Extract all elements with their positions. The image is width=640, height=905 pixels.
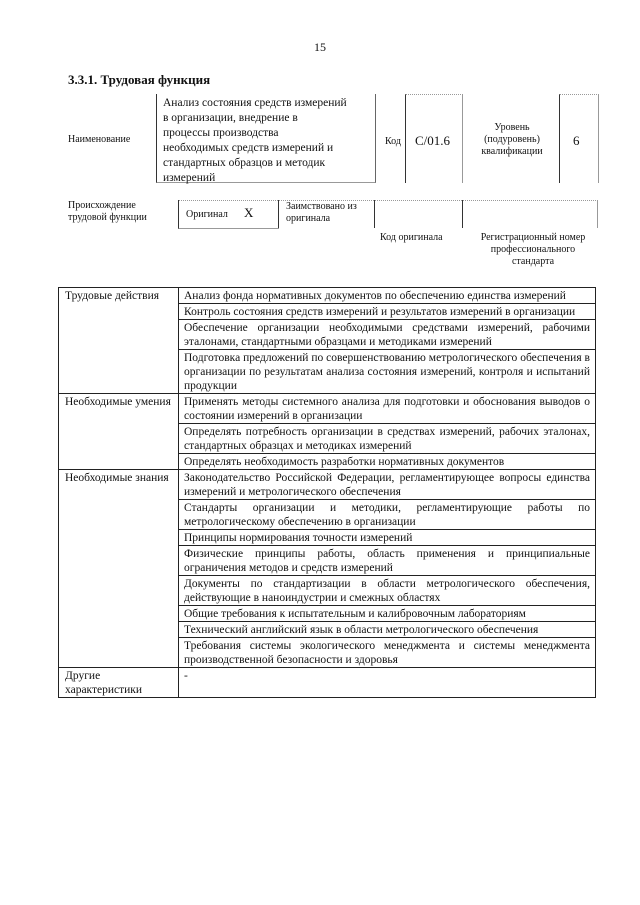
code-value: C/01.6 <box>415 133 451 148</box>
section-item: Законодательство Российской Федерации, регламентирующее вопросы единства измерений и метрологического обеспечения <box>179 470 596 500</box>
section-title: Необходимые знания <box>59 470 179 668</box>
page-number: 15 <box>314 40 326 54</box>
section-item: Требования системы экологического менеджмента и системы менеджмента производственной безопасности и здоровья <box>179 638 596 668</box>
function-name-line: в организации, внедрение в <box>163 112 298 124</box>
level-label: Уровень (подуровень) квалификации <box>481 122 543 157</box>
section-title: Необходимые умения <box>59 394 179 470</box>
table-row <box>59 394 596 424</box>
function-details-table <box>58 287 596 698</box>
section-title: Трудовые действия <box>59 288 179 394</box>
function-name-line: необходимых средств измерений и <box>163 142 334 154</box>
table-row <box>59 470 596 500</box>
origin-label: Происхождение трудовой функции <box>68 200 147 223</box>
function-name-line: стандартных образцов и методик <box>163 157 326 169</box>
section-item: Принципы нормирования точности измерений <box>179 530 596 546</box>
function-name-box <box>156 94 376 183</box>
original-label: Оригинал <box>186 209 228 220</box>
section-item: Применять методы системного анализа для подготовки и обоснования выводов о состоянии измерений в организации <box>179 394 596 424</box>
reg-number-label: Регистрационный номер профессионального стандарта <box>480 232 586 267</box>
name-label: Наименование <box>68 134 131 145</box>
section-item: Анализ фонда нормативных документов по обеспечению единства измерений <box>179 288 596 304</box>
section-item: Технический английский язык в области метрологического обеспечения <box>179 622 596 638</box>
code-label: Код <box>385 136 401 147</box>
code-original-cell <box>374 200 463 228</box>
original-mark: X <box>244 205 254 220</box>
section-item: Документы по стандартизации в области метрологического обеспечения, действующие в наноиндустрии и смежных областях <box>179 576 596 606</box>
function-name-line: процессы производства <box>163 127 279 139</box>
reg-number-cell <box>462 200 598 228</box>
function-name-line: измерений <box>163 172 216 184</box>
table-row <box>59 288 596 304</box>
section-item: Контроль состояния средств измерений и результатов измерений в организации <box>179 304 596 320</box>
section-title: Другие характеристики <box>59 668 179 698</box>
section-item: Определять необходимость разработки нормативных документов <box>179 454 596 470</box>
function-name-text <box>157 94 375 186</box>
section-item: Физические принципы работы, область применения и принципиальные ограничения методов и средств измерений <box>179 546 596 576</box>
section-item: Определять потребность организации в средствах измерений, рабочих эталонах, стандартных образцах и методиках измерений <box>179 424 596 454</box>
section-item: - <box>179 668 596 698</box>
section-item: Обеспечение организации необходимыми средствами измерений, рабочими эталонами, стандартными образцами и методиками измерений <box>179 320 596 350</box>
table-row <box>59 668 596 698</box>
code-original-label: Код оригинала <box>380 232 443 243</box>
borrowed-label: Заимствовано из оригинала <box>286 201 357 224</box>
section-item: Общие требования к испытательным и калибровочным лабораториям <box>179 606 596 622</box>
section-item: Подготовка предложений по совершенствованию метрологического обеспечения в организации по результатам анализа состояния измерений, контроля и испытаний продукции <box>179 350 596 394</box>
level-value: 6 <box>573 133 580 148</box>
section-heading: 3.3.1. Трудовая функция <box>68 72 211 87</box>
function-name-line: Анализ состояния средств измерений <box>163 97 347 109</box>
section-item: Стандарты организации и методики, регламентирующие работы по метрологическому обеспечению в организации <box>179 500 596 530</box>
